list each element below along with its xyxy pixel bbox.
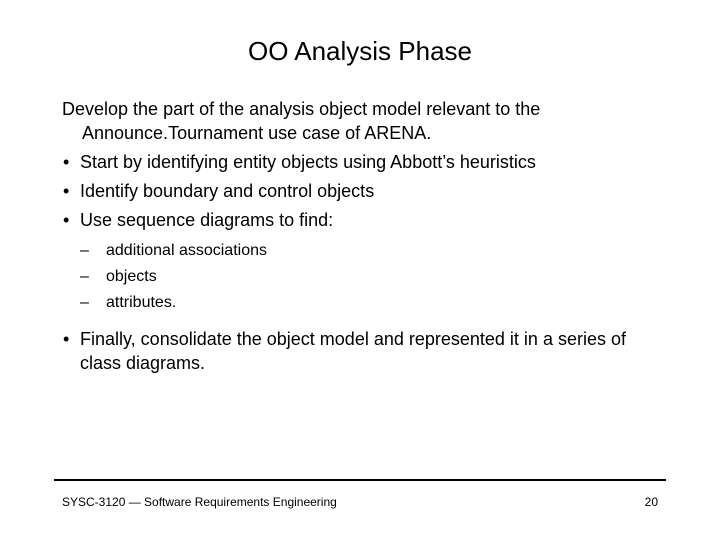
bullet-item [62, 179, 662, 203]
sub-bullet-list [80, 241, 662, 313]
sub-bullet-item [80, 267, 662, 287]
sub-bullet-item [80, 241, 662, 261]
bullet-item [62, 150, 662, 174]
bullet-text: Use sequence diagrams to find: [80, 210, 334, 230]
bullet-text: Finally, consolidate the object model and represented it in a series of class diagrams. [80, 329, 626, 373]
dash-mark: – [80, 268, 89, 285]
slide-title: OO Analysis Phase [248, 36, 472, 66]
sub-bullet-text: objects [106, 268, 157, 285]
bullet-list [62, 150, 662, 375]
footer-course-title: SYSC-3120 — Software Requirements Engineering [62, 495, 337, 509]
dash-mark: – [80, 242, 89, 259]
dash-mark: – [80, 294, 89, 311]
slide-body [62, 97, 662, 375]
sub-bullet-item [80, 293, 662, 313]
bullet-item [62, 208, 662, 313]
bullet-text: Start by identifying entity objects using Abbott’s heuristics [80, 152, 536, 172]
bullet-item [62, 327, 662, 375]
bullet-mark: • [63, 152, 70, 172]
bullet-text: Identify boundary and control objects [80, 181, 375, 201]
sub-bullet-text: additional associations [106, 242, 267, 259]
bullet-mark: • [63, 181, 70, 201]
footer-divider [54, 479, 666, 481]
bullet-mark: • [63, 329, 70, 349]
intro-text: Develop the part of the analysis object model relevant to the Announce.Tournament use case of ARENA. [62, 99, 541, 143]
page-number: 20 [644, 495, 658, 509]
sub-bullet-text: attributes. [106, 294, 177, 311]
bullet-mark: • [63, 210, 70, 230]
